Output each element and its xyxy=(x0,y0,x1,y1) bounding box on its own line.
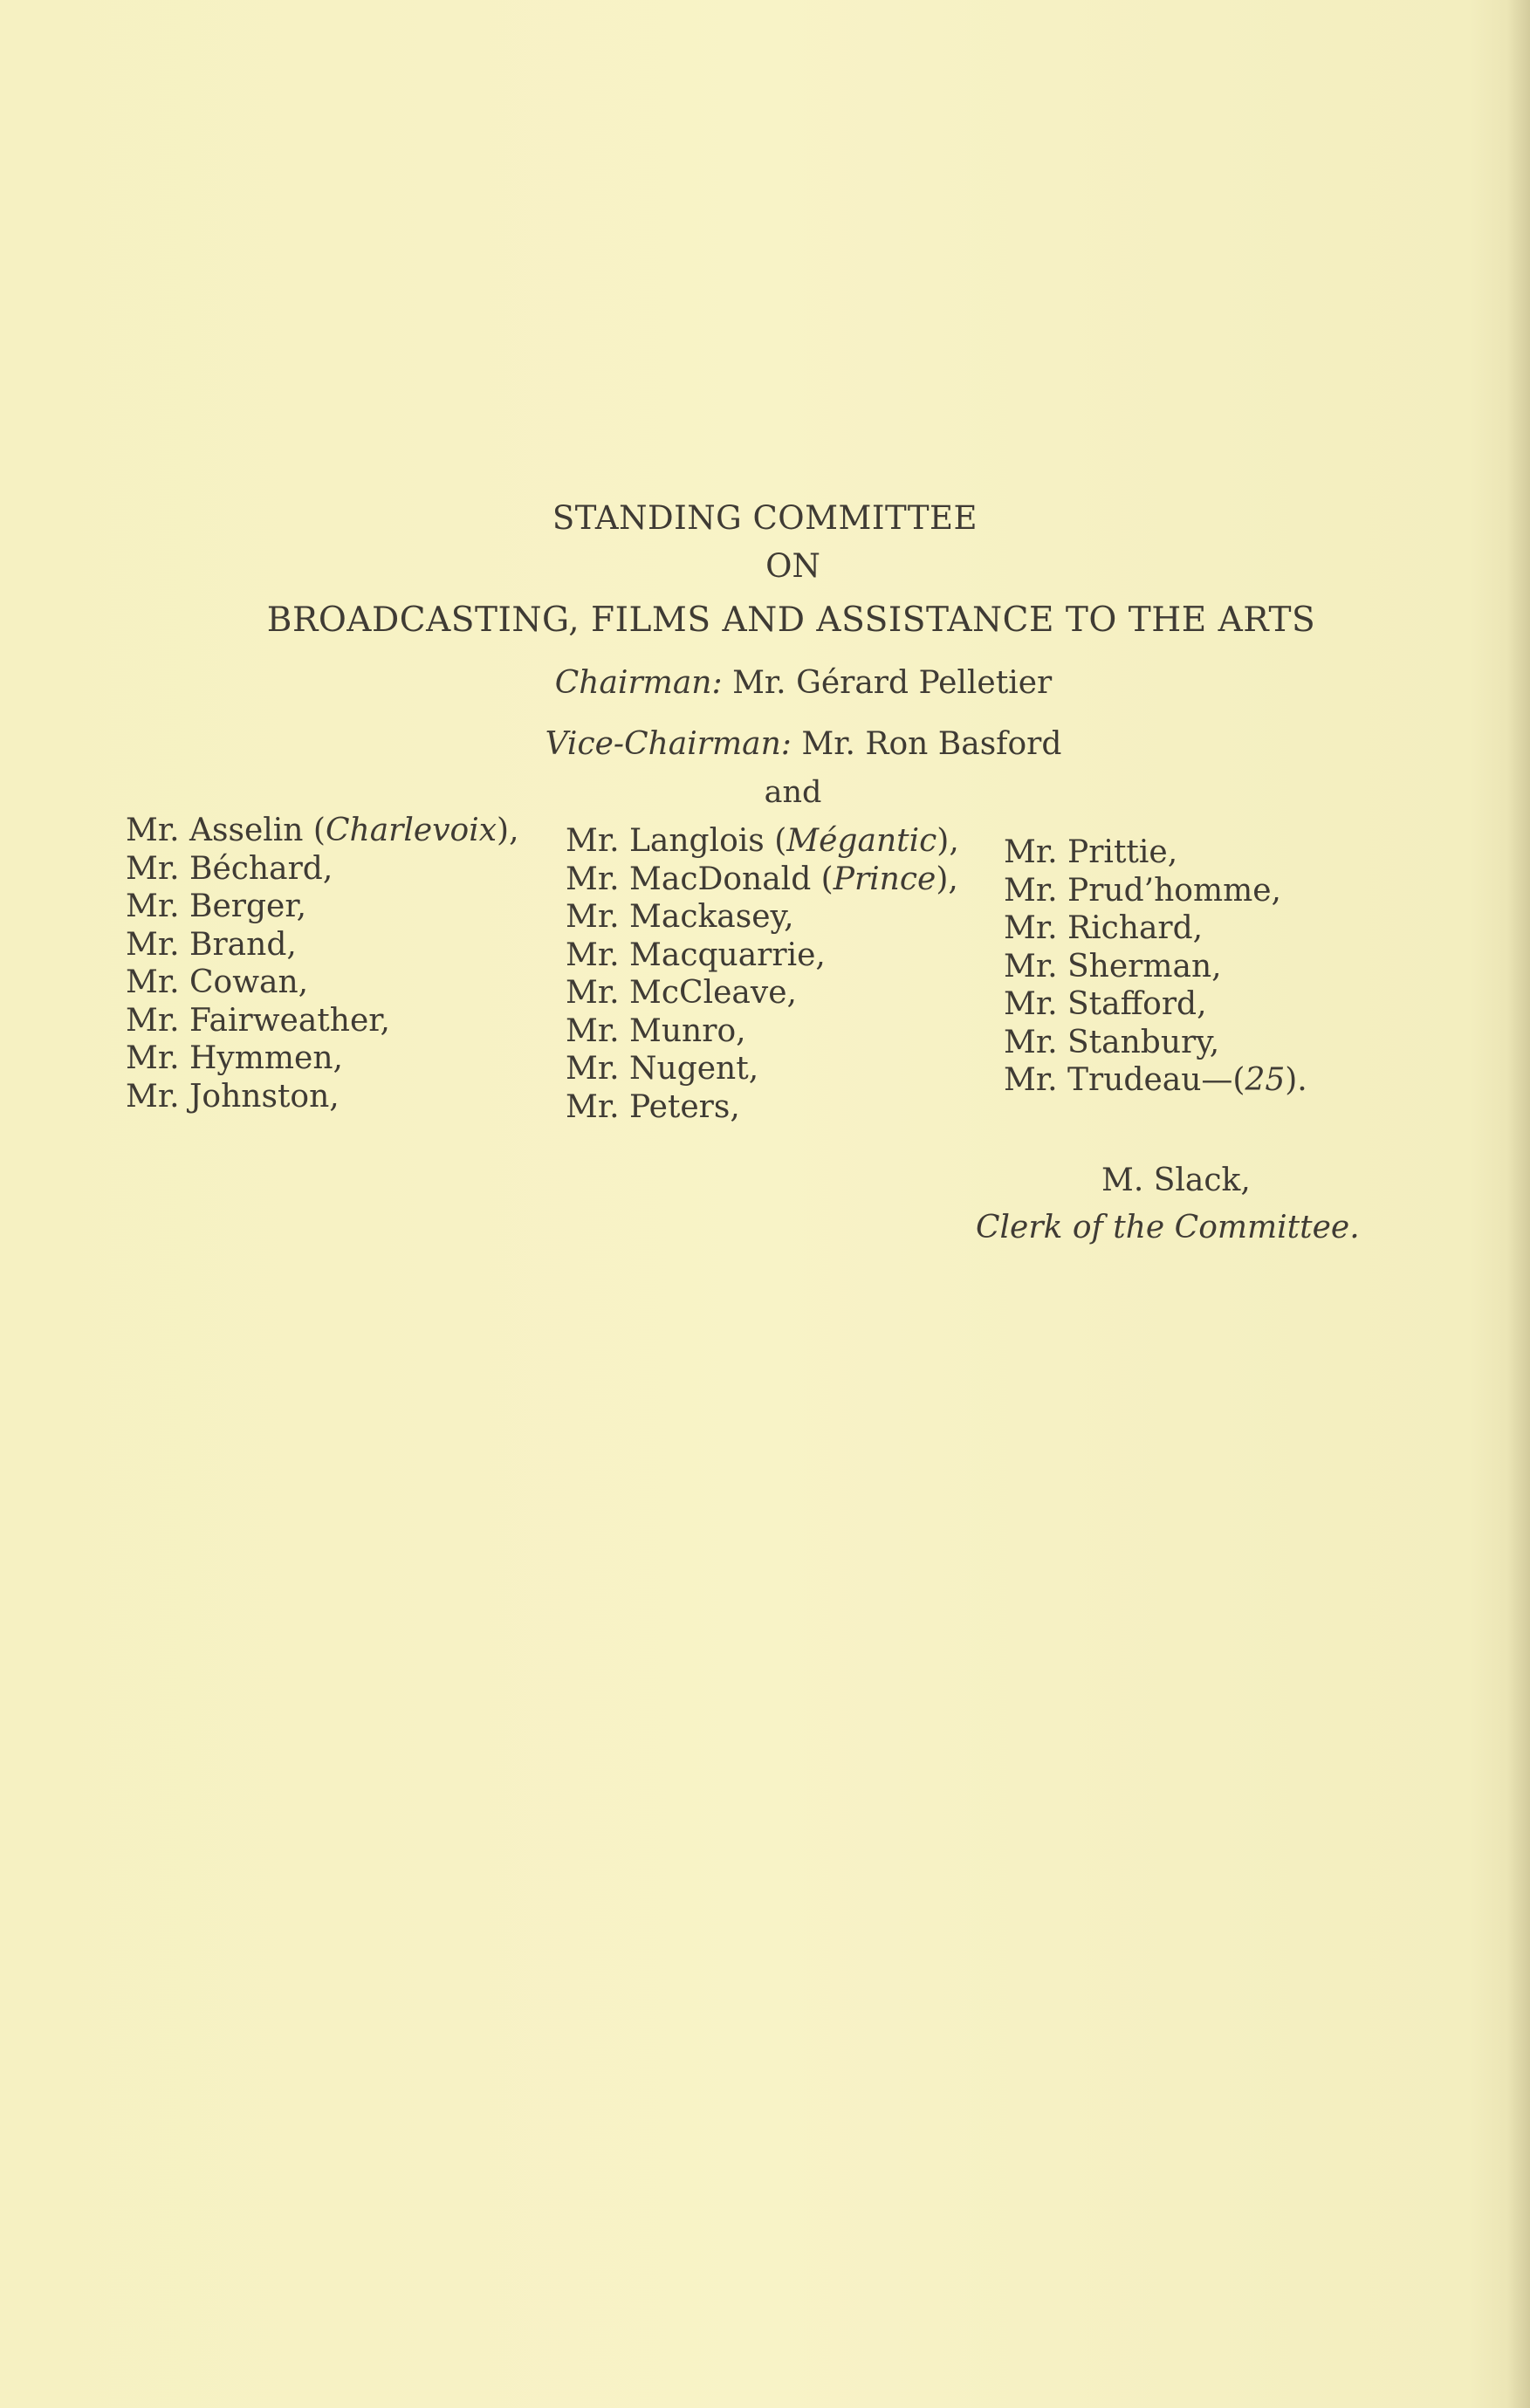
members-column-2 xyxy=(566,822,959,1126)
member-entry: Mr. Munro, xyxy=(566,1012,746,1049)
member-entry: Mr. Mackasey, xyxy=(566,899,794,935)
member-entry: Mr. MacDonald (Prince), xyxy=(566,861,958,897)
member-entry: Mr. Richard, xyxy=(1004,910,1204,946)
member-entry: Mr. Peters, xyxy=(566,1088,740,1125)
member-entry: Mr. Fairweather, xyxy=(126,1002,390,1039)
member-entry: Mr. Sherman, xyxy=(1004,948,1222,984)
committee-title-line-1: STANDING COMMITTEE xyxy=(552,499,978,537)
vice-chairman-label: Vice-Chairman: xyxy=(545,726,792,762)
member-entry: Mr. Nugent, xyxy=(566,1051,759,1087)
member-entry: Mr. Asselin (Charlevoix), xyxy=(126,813,519,848)
vice-chairman-name: Mr. Ron Basford xyxy=(801,726,1062,762)
member-entry: Mr. Prittie, xyxy=(1004,834,1178,870)
vice-chairman-line xyxy=(38,726,1530,762)
member-entry: Mr. Stanbury, xyxy=(1004,1024,1220,1060)
member-entry: Mr. Macquarrie, xyxy=(566,936,826,973)
member-entry: Mr. Stafford, xyxy=(1004,986,1207,1022)
member-entry: Mr. Berger, xyxy=(126,888,307,924)
member-entry: Mr. Langlois (Mégantic), xyxy=(566,823,959,859)
clerk-name: M. Slack, xyxy=(1101,1163,1251,1198)
member-entry: Mr. Béchard, xyxy=(126,850,333,887)
chairman-label: Chairman: xyxy=(554,665,723,701)
committee-title-line-2: ON xyxy=(765,547,820,585)
page-edge-shadow xyxy=(1507,0,1530,2408)
member-entry: Mr. Brand, xyxy=(126,926,297,963)
clerk-title: Clerk of the Committee. xyxy=(976,1210,1360,1245)
chairman-line xyxy=(38,665,1530,701)
member-entry: Mr. Hymmen, xyxy=(126,1040,343,1076)
member-entry: Mr. Cowan, xyxy=(126,964,309,1000)
members-column-3 xyxy=(1004,834,1307,1100)
member-entry: Mr. Prud’homme, xyxy=(1004,872,1281,909)
member-entry: Mr. Trudeau—(25). xyxy=(1004,1062,1307,1098)
members-column-1 xyxy=(126,812,519,1115)
member-entry: Mr. McCleave, xyxy=(566,975,797,1011)
committee-title-line-3: BROADCASTING, FILMS AND ASSISTANCE TO THE ARTS xyxy=(266,600,1316,640)
chairman-name: Mr. Gérard Pelletier xyxy=(732,665,1053,701)
member-entry: Mr. Johnston, xyxy=(126,1078,340,1115)
and-connector: and xyxy=(764,775,822,810)
